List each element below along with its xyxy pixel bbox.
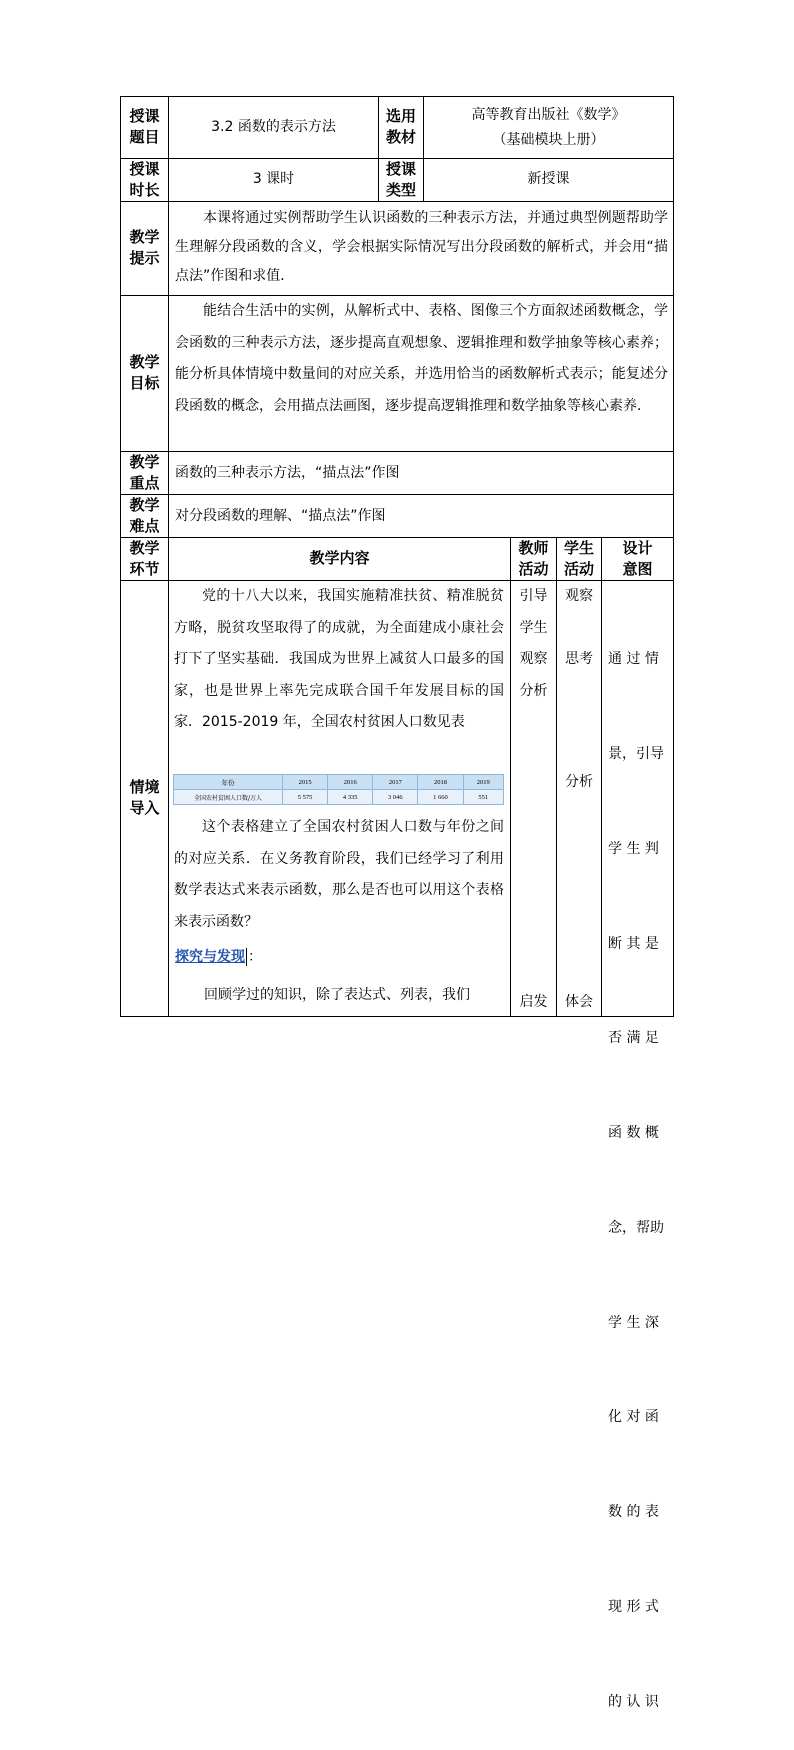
table-cell: 5 575 [283, 790, 328, 805]
column-student: 学生 活动 [563, 539, 594, 578]
design-intent-line: 数 的 表 [608, 1504, 659, 1521]
student-activity-observe: 观察 [565, 588, 593, 604]
teacher-activity-line: 引导 [519, 588, 548, 604]
duration-value: 3 课时 [252, 171, 295, 187]
design-intent-line: 现 形 式 [608, 1599, 659, 1615]
column-content: 教学内容 [309, 549, 370, 567]
text-cursor [246, 948, 247, 966]
type-value: 新授课 [527, 171, 570, 187]
design-intent-line: 景，引导 [608, 745, 664, 762]
difficulties-text: 对分段函数的理解、“描点法”作图 [175, 508, 386, 524]
design-intent-line: 化 对 函 [608, 1409, 659, 1426]
goals-text: 能结合生活中的实例，从解析式中、表格、图像三个方面叙述函数概念，学会函数的三种表示方法，逐步提高直观想象、逻辑推理和数学抽象等核心素养；能分析具体情境中数量间的对应关系，并选用恰当的函数解析式表示；能复述分段函数的概念，会用描点法画图，逐步提高逻辑推理和数学抽象等核心素养． [175, 303, 668, 414]
design-intent-line: 念，帮助 [608, 1219, 664, 1236]
hint-label: 教学 提示 [129, 228, 160, 267]
table-header-2019: 2019 [463, 775, 504, 790]
teacher-activity [511, 581, 556, 707]
goals-label: 教学 目标 [129, 353, 160, 392]
table-cell: 1 660 [418, 790, 463, 805]
design-intent-line: 通 过 情 [608, 651, 659, 668]
textbook-value: 高等教育出版社《数学》 （基础模块上册） [471, 107, 626, 148]
hint-text: 本课将通过实例帮助学生认识函数的三种表示方法，并通过典型例题帮助学生理解分段函数的含义，学会根据实际情况写出分段函数的解析式，并会用“描点法”作图和求值． [175, 210, 668, 284]
student-activity-bottom: 体会 [565, 994, 593, 1010]
student-activity-think: 思考 [565, 651, 593, 667]
table-cell: 3 046 [373, 790, 418, 805]
intro-paragraph-2: 这个表格建立了全国农村贫困人口数与年份之间的对应关系．在义务教育阶段，我们已经学习了利用数学表达式来表示函数，那么是否也可以用这个表格来表示函数？ [174, 819, 504, 930]
table-header-2018: 2018 [418, 775, 463, 790]
key-points-label: 教学 重点 [129, 453, 160, 492]
explore-colon: ： [248, 949, 262, 965]
explore-heading[interactable]: 探究与发现 [175, 949, 245, 965]
teacher-activity-line: 观察 [519, 651, 548, 668]
intro-paragraph-1: 党的十八大以来，我国实施精准扶贫、精准脱贫方略，脱贫攻坚取得了的成就，为全面建成小康社会打下了坚实基础．我国成为世界上减贫人口最多的国家，也是世界上率先完成联合国千年发展目标的国家．2015-2019 年，全国农村贫困人口数见表 [174, 588, 504, 731]
type-label: 授课 类型 [385, 160, 416, 199]
table-cell: 551 [463, 790, 504, 805]
table-cell: 4 335 [328, 790, 373, 805]
design-intent-line: 的 认 识 [608, 1693, 659, 1710]
design-intent-line: 断 其 是 [608, 935, 659, 952]
table-row-label: 全国农村贫困人口数/万人 [174, 790, 283, 805]
column-stage: 教学 环节 [129, 539, 160, 578]
design-intent-line: 函 数 概 [608, 1125, 659, 1142]
difficulties-label: 教学 难点 [129, 496, 160, 535]
table-header-2016: 2016 [328, 775, 373, 790]
intro-paragraph-3: 回顾学过的知识，除了表达式、列表，我们 [204, 987, 470, 1003]
teacher-activity-line: 学生 [519, 619, 548, 636]
table-header-year: 年份 [174, 775, 283, 790]
student-activity-analyze: 分析 [565, 774, 593, 790]
design-intent [608, 581, 668, 1750]
design-intent-line: 学 生 判 [608, 840, 659, 857]
intro-stage-label: 情境 导入 [129, 778, 160, 817]
topic-label: 授课 题目 [129, 107, 160, 146]
column-teacher: 教师 活动 [518, 539, 549, 578]
teacher-activity-line: 分析 [519, 682, 548, 699]
design-intent-line: 否 满 足 [608, 1030, 659, 1047]
teacher-activity-bottom: 启发 [519, 994, 548, 1010]
column-design: 设计 意图 [622, 539, 653, 578]
design-intent-line: 学 生 深 [608, 1314, 659, 1331]
topic-value: 3.2 函数的表示方法 [211, 119, 336, 135]
poverty-table [173, 774, 504, 805]
duration-label: 授课 时长 [129, 160, 160, 199]
table-header-2017: 2017 [373, 775, 418, 790]
key-points-text: 函数的三种表示方法，“描点法”作图 [175, 465, 400, 481]
textbook-label: 选用 教材 [385, 107, 416, 146]
table-header-2015: 2015 [283, 775, 328, 790]
explore-heading-line [175, 946, 375, 968]
